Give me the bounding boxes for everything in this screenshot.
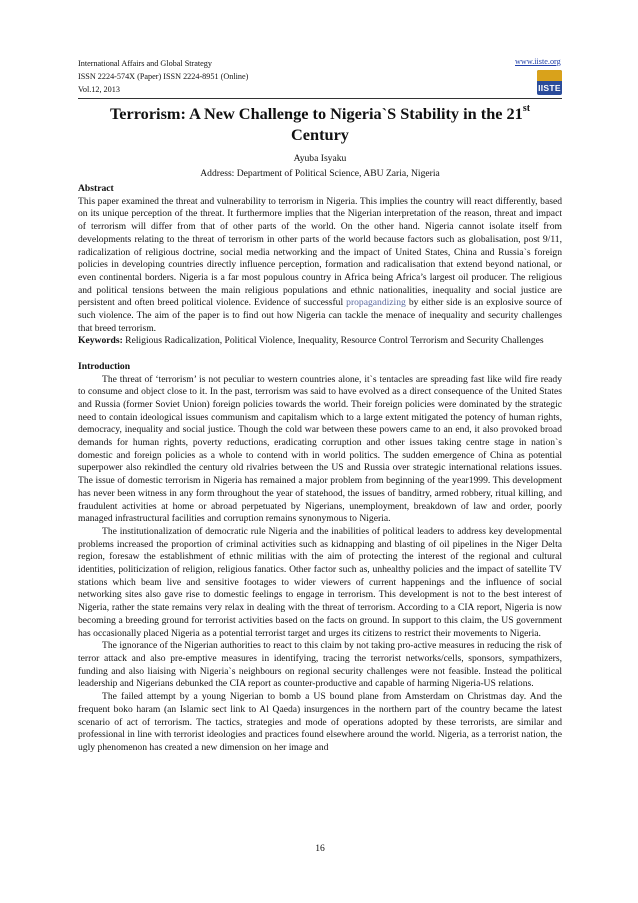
intro-paragraph-3: The ignorance of the Nigerian authorities to react to this claim by not taking pro-active measures in reducing the risk of terror attack and also pre-emptive measures in identifying, tracing the terrorist networks/cells, sponsors, sympathizers, funding and also liaising with Nigeria`s neighbours on regional security challenges were not feasible. Instead the political leadership and Nigerians debunked the CIA report as counter-productive and capable of harming Nigeria-US relations. [78,640,562,690]
logo-text: IISTE [538,83,561,93]
author-name: Ayuba Isyaku [293,153,347,164]
paper-title [78,103,562,145]
intro-paragraph-1: The threat of ‘terrorism’ is not peculiar to western countries alone, it`s tentacles are spreading fast like wild fire ready to consume and object close to it. In the past, terrorism was said to have evolved as a direct consequence of the United States and Russia (former Soviet Union) foreign policies towards the world. Their foreign policies were dominated by the strategic need to contain ideological issues communism and capitalism which to a large extent mitigated the potency of human rights, democracy, inequality and social justice. Though the cold war between these powers came to an end, it also provoked broad demands for human rights, poverty reductions, eradicating corruption and other issues taking centre stage in nation`s domestic and foreign policies as a whole to contend with in world politics. The sudden emergence of China as potential superpower also rekindled the century old rivalries between the US and Russia over strategic international relations issues. The issue of domestic terrorism in Nigeria has remained a major problem from beginning of the year1999. This development has never been witness in any form throughout the year of statehood, the issues of banditry, armed robbery, ritual killing, and fraudulent activities at home or abroad perpetuated by Nigerians, unemployment, breakdown of law and order, poorly managed infrastructural facilities and corruption remains synonymous to Nigeria. [78,373,562,525]
intro-paragraph-4: The failed attempt by a young Nigerian to bomb a US bound plane from Amsterdam on Christmas day. And the frequent boko haram (an Islamic sect link to Al Qaeda) insurgences in the northern part of the country became the latest scenario of act of terrorism. The tactics, strategies and mode of operations adopted by these terrorists, are similar and professional in line with terrorist ideologies and practices found elsewhere around the world. Nigeria, as a terrorist nation, the ugly phenomenon has created a new dimension on her image and [78,691,562,753]
paper-body [78,183,562,755]
author-block [78,151,562,181]
header-divider [78,98,562,99]
section-spacer [78,348,562,361]
author-address: Address: Department of Political Science, ABU Zaria, Nigeria [200,168,440,179]
journal-header [78,57,248,96]
journal-url-link[interactable]: www.iiste.org [515,57,561,66]
title-line-2: Century [291,125,349,144]
introduction-heading: Introduction [78,360,131,372]
intro-paragraph-2: The institutionalization of democratic rule Nigeria and the inabilities of political leaders to address key developmental problems increased the proportion of criminal activities such as kidnapping and blasting of oil pipelines in the Niger Delta region, foresaw the establishment of ethnic militias with the aim of protecting the interest of the regional and cultural identities, politicization of religion, religious fanatics. Other factor such as, unhealthy policies and the impact of satellite TV stations which beam live and sensitive footages to wider viewers of current happenings and the influence of social networking sites also gave rise to domestic feelings to engage in terrorism. This development is not to the best interest of Nigeria, rather the state remains very relax in dealing with the threat of terrorism. According to a CIA report, Nigeria is now becoming a breeding ground for terrorist activities based on the facts on ground. In support to this claim, the US government has occasionally placed Nigeria as a potential terrorist target and urges its citizens to restrict their movements to Nigeria. [78,525,562,639]
logo-band [537,70,562,81]
highlighted-word: propagandizing [346,297,406,309]
abstract-text-part-1: This paper examined the threat and vulnerability to terrorism in Nigeria. This implies the country will react differently, based on its unique perception of the threat. It furthermore implies that the Nigerian interpretation of the reason, threat and impact of terrorism will differ from that of other parts of the world. On the other hand. Nigeria cannot isolate itself from developments relating to the threat of terrorism in other parts of the world because factors such as globalisation, post 9/11, radicalization of religious doctrine, social media networking and the impact of United States, China and Russia`s foreign policies in developing countries directly influence perception, formation and radicalisation that extend beyond national, or even continental borders. Nigeria is a far most populous country in Africa being Africa’s largest oil producer. The religious and political tensions between the main religious populations and ethnic nationalities, inequality and social justice are persistent and often breed political violence. Evidence of successful [78,195,562,309]
abstract-text [78,196,562,336]
abstract-heading: Abstract [78,183,114,194]
volume-line: Vol.12, 2013 [78,85,120,94]
iiste-logo [537,70,562,95]
journal-name: International Affairs and Global Strategy [78,59,212,68]
keywords-list: Religious Radicalization, Political Violence, Inequality, Resource Control Terrorism and Security Challenges [122,335,544,347]
title-superscript: st [522,103,531,114]
title-main: Terrorism: A New Challenge to Nigeria`S Stability in the 21 [109,104,523,123]
page-number: 16 [315,843,325,854]
abstract-text-part-2: by either side is an explosive source of such violence. The aim of the paper is to find out how Nigeria can tackle the menace of inequality and security challenges that breed terrorism. [78,297,563,334]
keywords [78,335,562,348]
keywords-label: Keywords: [78,335,123,347]
issn-line: ISSN 2224-574X (Paper) ISSN 2224-8951 (Online) [78,72,249,81]
